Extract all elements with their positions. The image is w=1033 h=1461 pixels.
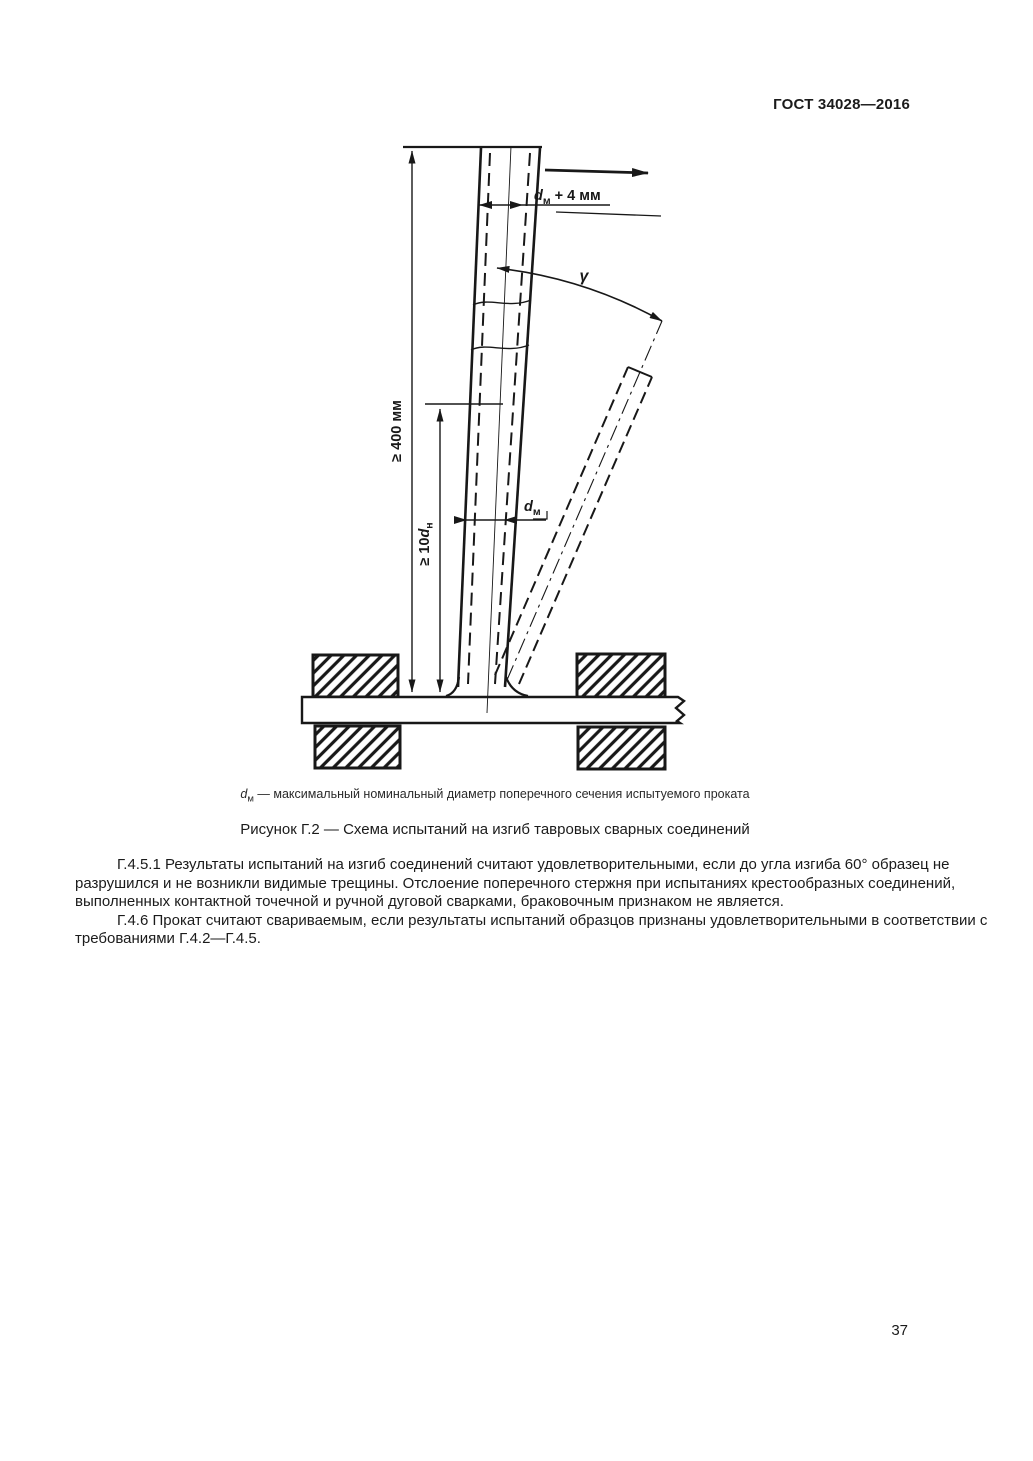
- label-dim-400: ≥ 400 мм: [389, 400, 405, 462]
- document-header: ГОСТ 34028—2016: [773, 96, 910, 113]
- label-dim-dm: $d_м$: [524, 499, 541, 518]
- caption-symbol: d: [240, 787, 248, 801]
- specimen-bar: [403, 146, 542, 713]
- label-dim-top: $d_м + 4$ мм: [534, 188, 601, 207]
- bent-bar-dashed: [495, 321, 662, 684]
- caption-subscript: м: [247, 793, 254, 805]
- figure-caption: [0, 787, 990, 805]
- bend-test-diagram: [285, 132, 715, 787]
- paragraph-g451: Г.4.5.1 Результаты испытаний на изгиб соединений считают удовлетворительными, если до угла изгиба 60° образец не разрушился и не возникли видимые трещины. Отслоение поперечного стержня при испытаниях крестообразных соединений, выполненных контактной точечной и ручной дуговой сварками, браковочным признаком не является.: [75, 856, 956, 911]
- clamp-block-top-left: [313, 655, 398, 697]
- label-dim-10d: ≥ $10d_н$: [417, 522, 436, 566]
- force-arrow: [545, 170, 648, 173]
- clamp-block-bottom-right: [578, 727, 665, 769]
- caption-text: — максимальный номинальный диаметр поперечного сечения испытуемого проката: [253, 787, 750, 801]
- clamp-block-bottom-left: [315, 726, 400, 768]
- body-text-block: [75, 856, 1013, 949]
- base-plate: [302, 697, 684, 723]
- label-gamma: γ: [579, 268, 589, 285]
- figure-title: Рисунок Г.2 — Схема испытаний на изгиб тавровых сварных соединений: [240, 821, 750, 838]
- page-number: 37: [891, 1322, 908, 1339]
- clamp-block-top-right: [577, 654, 665, 697]
- paragraph-g46: Г.4.6 Прокат считают свариваемым, если результаты испытаний образцов признаны удовлетворительными в соответствии с требованиями Г.4.2—Г.4.5.: [75, 911, 988, 948]
